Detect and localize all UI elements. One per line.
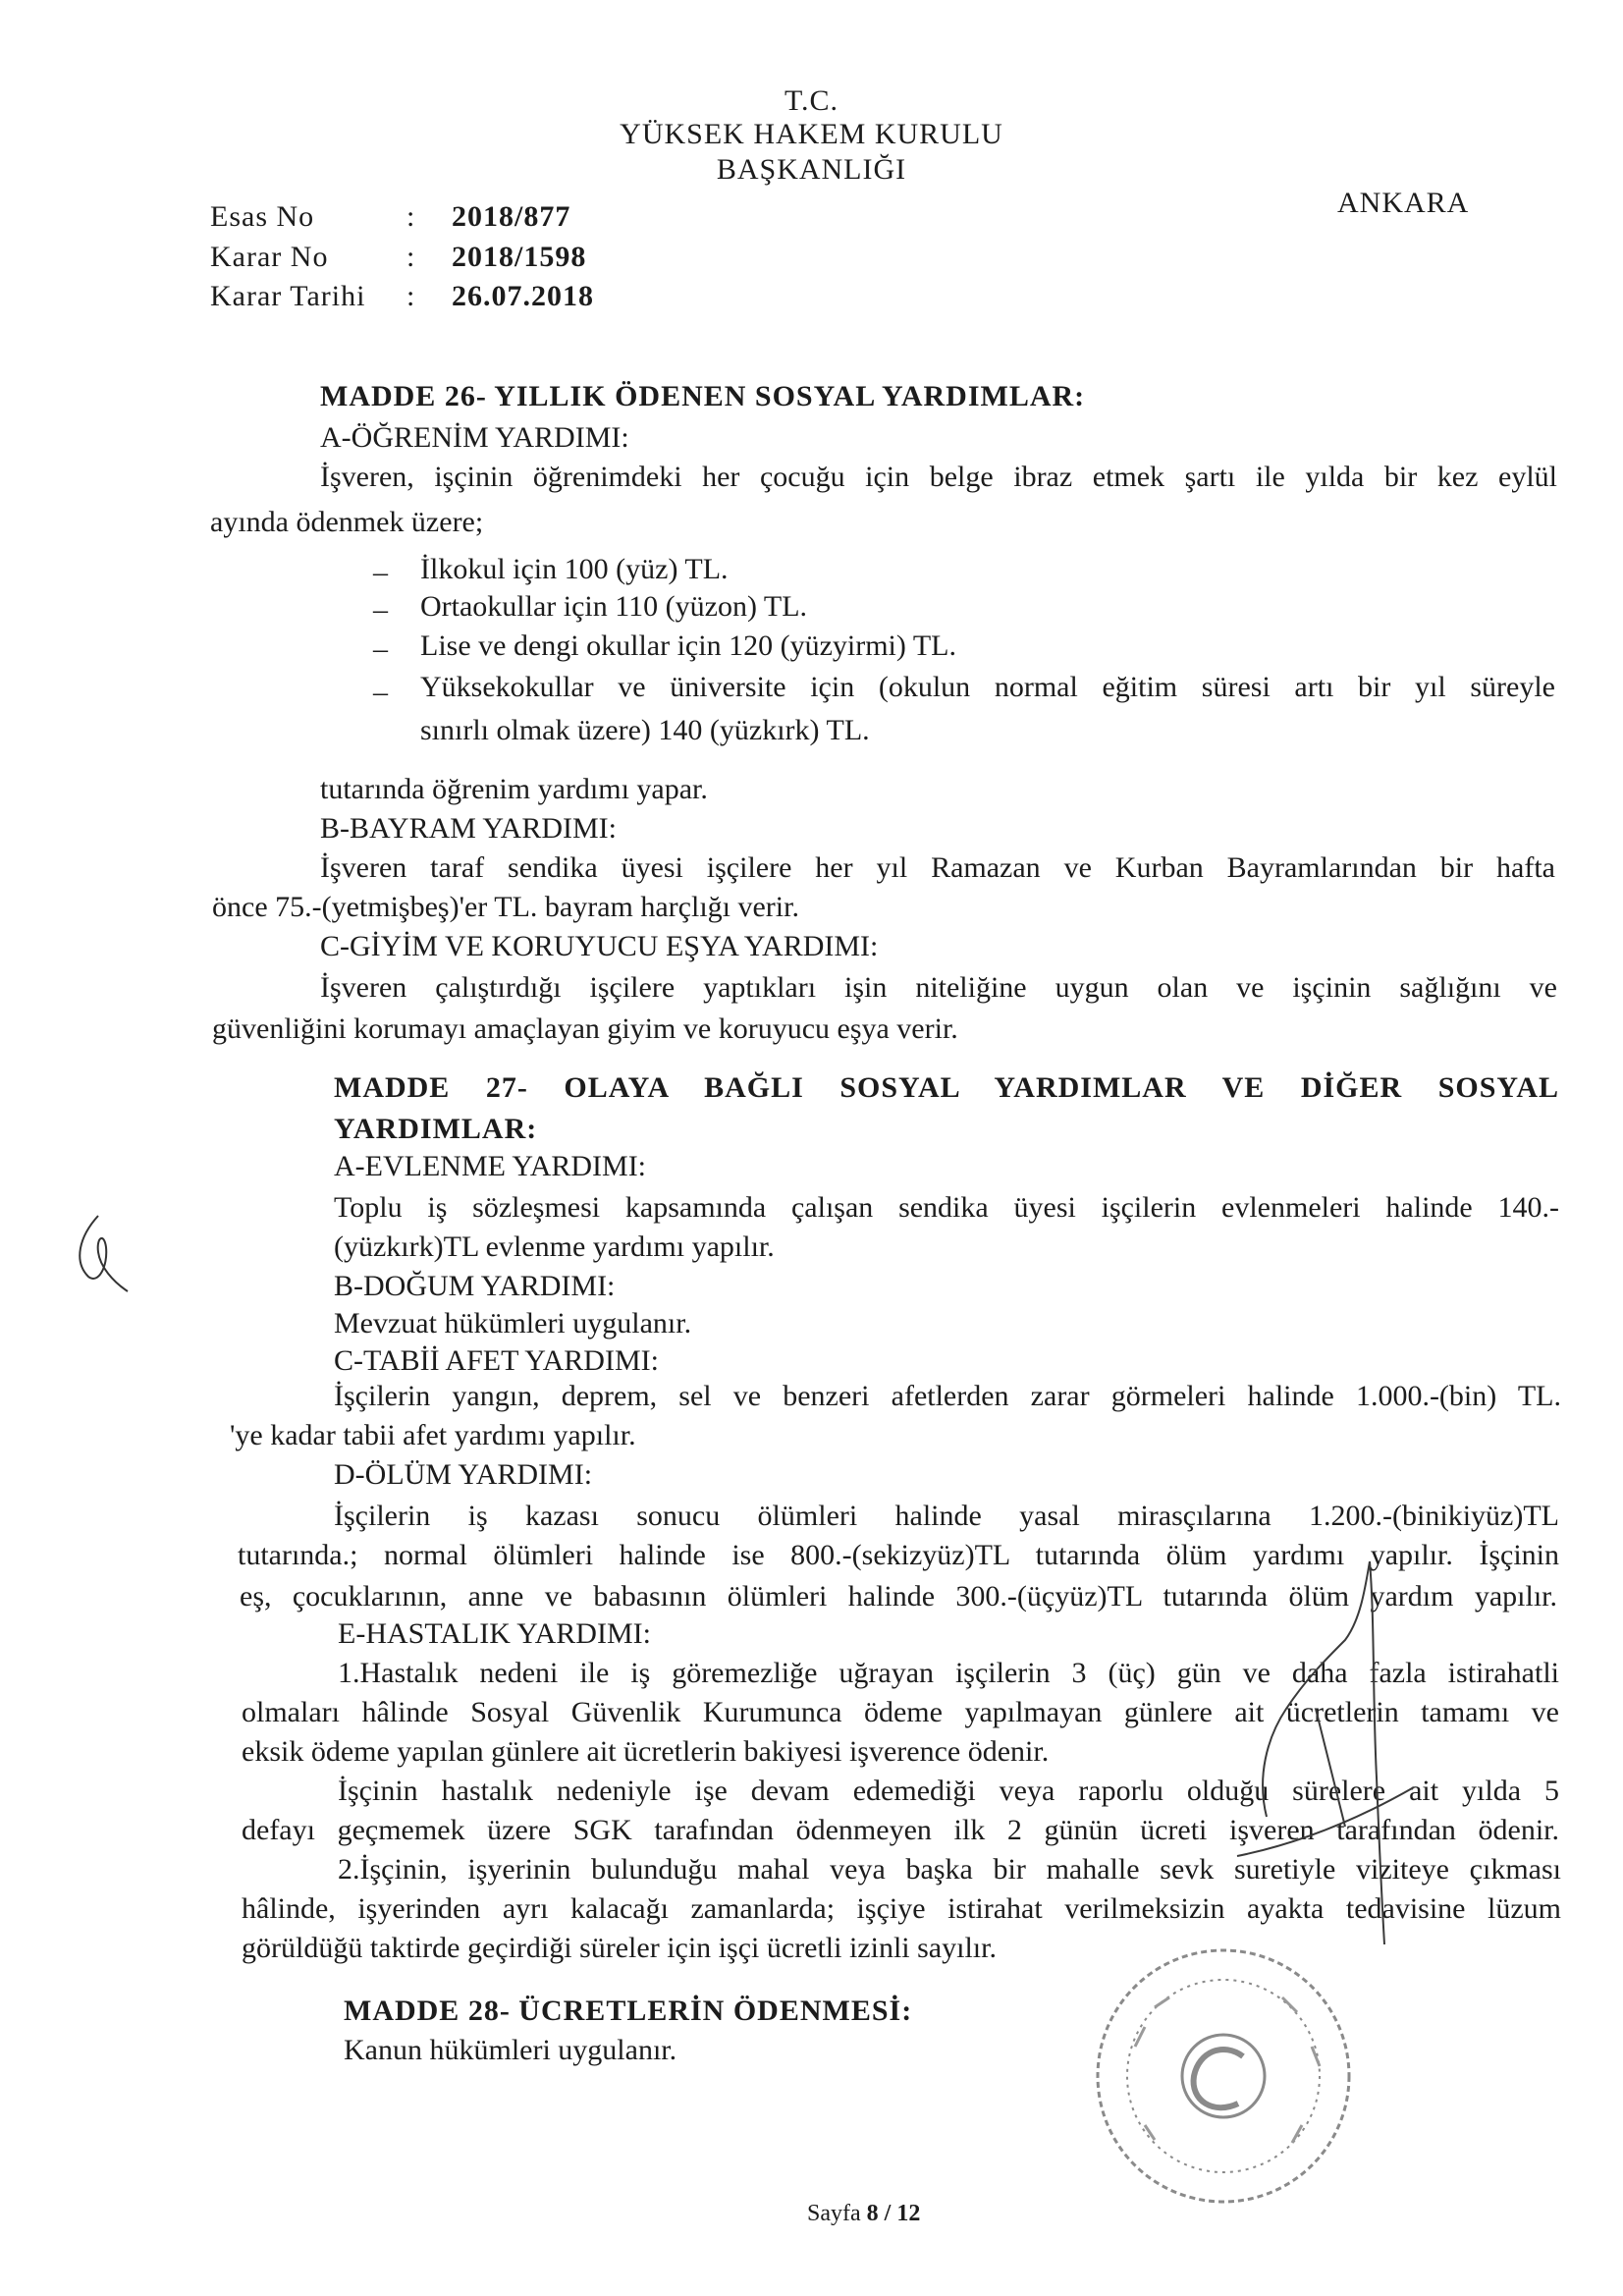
karar-label: Karar No [210, 241, 329, 273]
madde-28-title: MADDE 28- ÜCRETLERİN ÖDENMESİ: [344, 1995, 913, 2027]
m27-e-text-6: 2.İşçinin, işyerinin bulunduğu mahal veya başka bir mahalle sevk suretiyle viziteye çıkması [338, 1853, 1561, 1886]
m27-e-text-8: görüldüğü taktirde geçirdiği süreler için işçi ücretli izinli sayılır. [242, 1932, 997, 1964]
m27-a-title: A-EVLENME YARDIMI: [334, 1150, 647, 1182]
madde-27-title-cont: YARDIMLAR: [334, 1113, 538, 1145]
m26-item-1: İlkokul için 100 (yüz) TL. [420, 553, 729, 585]
m27-c-text-1: İşçilerin yangın, deprem, sel ve benzeri afetlerden zarar görmeleri halinde 1.000.-(bin) TL. [334, 1380, 1561, 1412]
list-dash: – [373, 556, 388, 588]
m27-e-text-5: defayı geçmemek üzere SGK tarafından ödenmeyen ilk 2 günün ücreti işveren tarafından ödenir. [242, 1814, 1559, 1846]
m26-c-title: C-GİYİM VE KORUYUCU EŞYA YARDIMI: [320, 930, 879, 962]
m26-a-text-1: İşveren, işçinin öğrenimdeki her çocuğu için belge ibraz etmek şartı ile yılda bir kez eylül [320, 461, 1557, 493]
header-institution: YÜKSEK HAKEM KURULU [620, 118, 1003, 150]
esas-value: 2018/877 [452, 200, 571, 233]
header-department: BAŞKANLIĞI [716, 153, 907, 186]
tarih-colon: : [406, 280, 416, 312]
m26-item-3: Lise ve dengi okullar için 120 (yüzyirmi) TL. [420, 629, 956, 662]
m28-text-1: Kanun hükümleri uygulanır. [344, 2034, 677, 2066]
m27-d-text-1: İşçilerin iş kazası sonucu ölümleri halinde yasal mirasçılarına 1.200.-(binikiyüz)TL [334, 1500, 1559, 1532]
meta-esas [210, 200, 570, 234]
m26-item-4: Yüksekokullar ve üniversite için (okulun normal eğitim süresi artı bir yıl süreyle [420, 671, 1555, 703]
m26-b-text-1: İşveren taraf sendika üyesi işçilere her yıl Ramazan ve Kurban Bayramlarından bir hafta [320, 851, 1555, 884]
m27-c-title: C-TABİİ AFET YARDIMI: [334, 1344, 659, 1377]
m27-e-text-3: eksik ödeme yapılan günlere ait ücretlerin bakiyesi işverence ödenir. [242, 1735, 1050, 1768]
m26-c-text-1: İşveren çalıştırdığı işçilere yaptıkları işin niteliğine uygun olan ve işçinin sağlığını ve [320, 971, 1557, 1004]
m27-e-text-7: hâlinde, işyerinden ayrı kalacağı zamanlarda; işçiye istirahat verilmeksizin ayakta tedavisine lüzum [242, 1892, 1561, 1925]
m27-e-text-2: olmaları hâlinde Sosyal Güvenlik Kurumunca ödeme yapılmayan günlere ait ücretlerin tamamı ve [242, 1696, 1559, 1728]
m27-e-title: E-HASTALIK YARDIMI: [338, 1617, 651, 1650]
tarih-value: 26.07.2018 [452, 280, 594, 312]
esas-colon: : [406, 200, 416, 233]
header-tc: T.C. [784, 84, 839, 117]
tarih-label: Karar Tarihi [210, 280, 366, 312]
m27-d-text-2: tutarında.; normal ölümleri halinde ise 800.-(sekizyüz)TL tutarında ölüm yardımı yapılır. İşçinin [238, 1539, 1559, 1571]
karar-value: 2018/1598 [452, 241, 587, 273]
header-city: ANKARA [1337, 187, 1470, 219]
m26-a-end: tutarında öğrenim yardımı yapar. [320, 773, 708, 805]
m27-e-text-4: İşçinin hastalık nedeniyle işe devam edemediği veya raporlu olduğu sürelere ait yılda 5 [338, 1775, 1559, 1807]
m26-b-text-2: önce 75.-(yetmişbeş)'er TL. bayram harçlığı verir. [212, 891, 799, 923]
page-number [807, 2196, 920, 2231]
m27-e-text-1: 1.Hastalık nedeni ile iş göremezliğe uğrayan işçilerin 3 (üç) gün ve daha fazla istirahatli [338, 1657, 1559, 1689]
list-dash: – [373, 593, 388, 626]
m26-a-title: A-ÖĞRENİM YARDIMI: [320, 421, 629, 454]
page-number-value: 8 / 12 [866, 2201, 921, 2226]
m27-d-text-3: eş, çocuklarının, anne ve babasının ölümleri halinde 300.-(üçyüz)TL tutarında ölüm yardım yapılır. [240, 1580, 1557, 1613]
m26-item-4-cont: sınırlı olmak üzere) 140 (yüzkırk) TL. [420, 714, 870, 746]
signature-scribble [1198, 1532, 1434, 1984]
karar-colon: : [406, 241, 416, 273]
m27-a-text-1: Toplu iş sözleşmesi kapsamında çalışan sendika üyesi işçilerin evlenmeleri halinde 140.- [334, 1191, 1559, 1224]
m27-d-title: D-ÖLÜM YARDIMI: [334, 1458, 593, 1491]
meta-tarih [210, 280, 594, 313]
list-dash: – [373, 632, 388, 665]
margin-initial-mark [69, 1208, 137, 1296]
esas-label: Esas No [210, 200, 315, 233]
m27-b-title: B-DOĞUM YARDIMI: [334, 1270, 616, 1302]
meta-karar [210, 241, 586, 274]
list-dash: – [373, 676, 388, 708]
m27-c-text-2: 'ye kadar tabii afet yardımı yapılır. [230, 1419, 636, 1451]
m26-a-text-2: ayında ödenmek üzere; [210, 506, 484, 538]
official-seal-stamp [1076, 1929, 1380, 2223]
m27-b-text-1: Mevzuat hükümleri uygulanır. [334, 1307, 692, 1339]
m26-b-title: B-BAYRAM YARDIMI: [320, 812, 617, 845]
madde-26-title: MADDE 26- YILLIK ÖDENEN SOSYAL YARDIMLAR: [320, 380, 1086, 412]
m26-c-text-2: güvenliğini korumayı amaçlayan giyim ve koruyucu eşya verir. [212, 1012, 958, 1045]
m26-item-2: Ortaokullar için 110 (yüzon) TL. [420, 590, 808, 623]
page-number-label: Sayfa [807, 2201, 861, 2226]
m27-a-text-2: (yüzkırk)TL evlenme yardımı yapılır. [334, 1230, 775, 1263]
madde-27-title: MADDE 27- OLAYA BAĞLI SOSYAL YARDIMLAR VE DİĞER SOSYAL [334, 1071, 1559, 1104]
